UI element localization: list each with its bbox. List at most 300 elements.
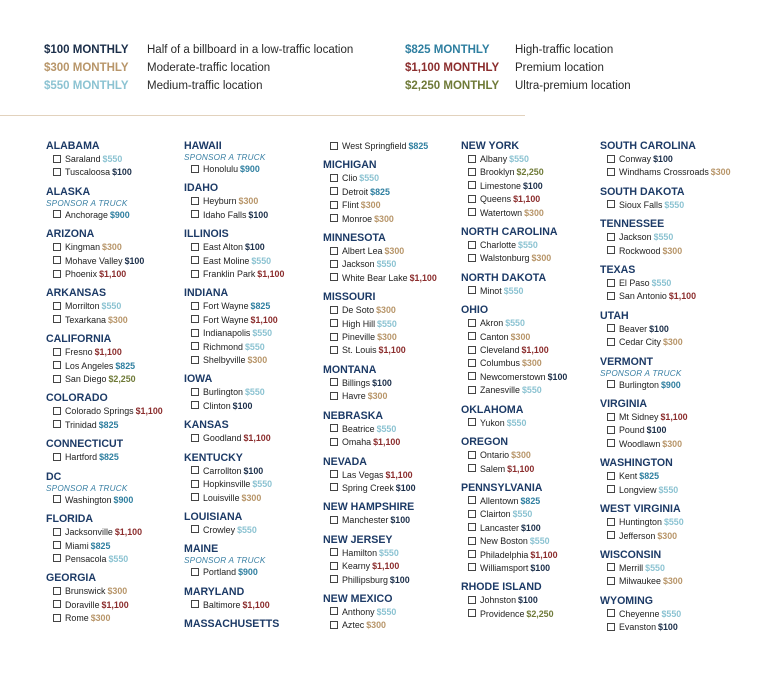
- checkbox-icon[interactable]: [53, 587, 61, 595]
- location-item[interactable]: [323, 304, 473, 317]
- state-heading-alaska: ALASKA: [46, 185, 91, 198]
- checkbox-icon[interactable]: [468, 346, 476, 354]
- checkbox-icon[interactable]: [53, 554, 61, 562]
- checkbox-icon[interactable]: [53, 600, 61, 608]
- checkbox-icon[interactable]: [191, 600, 199, 608]
- sponsor-truck-note: SPONSOR A TRUCK: [46, 483, 128, 493]
- location-item[interactable]: [461, 331, 611, 344]
- location-item[interactable]: [184, 386, 334, 399]
- checkbox-icon[interactable]: [53, 614, 61, 622]
- checkbox-icon[interactable]: [607, 233, 615, 241]
- state-heading-virginia: VIRGINIA: [600, 398, 648, 411]
- checkbox-icon[interactable]: [468, 332, 476, 340]
- location-item[interactable]: [600, 438, 750, 451]
- location-item[interactable]: [184, 354, 334, 367]
- state-heading-north-carolina: NORTH CAROLINA: [461, 226, 558, 239]
- location-price: $300: [102, 242, 122, 253]
- checkbox-icon[interactable]: [330, 424, 338, 432]
- location-item[interactable]: [184, 492, 334, 505]
- checkbox-icon[interactable]: [330, 607, 338, 615]
- location-price: $300: [366, 620, 386, 631]
- location-item[interactable]: [184, 163, 334, 176]
- location-item[interactable]: [323, 272, 473, 285]
- legend-price: $2,250 MONTHLY: [405, 80, 500, 92]
- checkbox-icon[interactable]: [330, 470, 338, 478]
- location-item[interactable]: [461, 317, 611, 330]
- checkbox-icon[interactable]: [468, 550, 476, 558]
- location-item[interactable]: [184, 465, 334, 478]
- city-name: Goodland: [203, 433, 242, 444]
- checkbox-icon[interactable]: [607, 200, 615, 208]
- checkbox-icon[interactable]: [607, 531, 615, 539]
- location-item[interactable]: [600, 245, 750, 258]
- location-item[interactable]: [323, 560, 473, 573]
- checkbox-icon[interactable]: [191, 270, 199, 278]
- location-item[interactable]: [323, 619, 473, 632]
- checkbox-icon[interactable]: [330, 548, 338, 556]
- checkbox-icon[interactable]: [468, 208, 476, 216]
- checkbox-icon[interactable]: [607, 324, 615, 332]
- city-name: Texarkana: [65, 314, 106, 325]
- location-item[interactable]: [323, 377, 473, 390]
- location-item[interactable]: [600, 621, 750, 634]
- location-item[interactable]: [461, 449, 611, 462]
- checkbox-icon[interactable]: [53, 302, 61, 310]
- checkbox-icon[interactable]: [330, 562, 338, 570]
- location-item[interactable]: [46, 419, 196, 432]
- legend-desc: Half of a billboard in a low-traffic location: [147, 44, 354, 56]
- location-item[interactable]: [323, 482, 473, 495]
- location-item[interactable]: [46, 346, 196, 359]
- state-heading-new-hampshire: NEW HAMPSHIRE: [323, 501, 415, 514]
- location-item[interactable]: [323, 423, 473, 436]
- location-item[interactable]: [46, 241, 196, 254]
- city-name: San Antonio: [619, 291, 667, 302]
- location-item[interactable]: [600, 379, 750, 392]
- checkbox-icon[interactable]: [53, 453, 61, 461]
- location-item[interactable]: [600, 323, 750, 336]
- location-item[interactable]: [323, 469, 473, 482]
- checkbox-icon[interactable]: [191, 329, 199, 337]
- location-item[interactable]: [600, 424, 750, 437]
- checkbox-icon[interactable]: [468, 464, 476, 472]
- checkbox-icon[interactable]: [468, 386, 476, 394]
- checkbox-icon[interactable]: [468, 195, 476, 203]
- location-item[interactable]: [46, 268, 196, 281]
- checkbox-icon[interactable]: [607, 485, 615, 493]
- location-item[interactable]: [184, 524, 334, 537]
- city-name: Evanston: [619, 622, 657, 633]
- checkbox-icon[interactable]: [607, 246, 615, 254]
- location-item[interactable]: [600, 231, 750, 244]
- location-item[interactable]: [461, 239, 611, 252]
- checkbox-icon[interactable]: [191, 165, 199, 173]
- location-price: $300: [384, 246, 405, 257]
- state-heading-illinois: ILLINOIS: [184, 228, 229, 241]
- city-name: Colorado Springs: [65, 406, 134, 417]
- checkbox-icon[interactable]: [607, 577, 615, 585]
- checkbox-icon[interactable]: [191, 568, 199, 576]
- location-price: $1,100: [250, 314, 278, 325]
- location-item[interactable]: [323, 258, 473, 271]
- checkbox-icon[interactable]: [468, 596, 476, 604]
- location-item[interactable]: [461, 344, 611, 357]
- location-item[interactable]: [323, 574, 473, 587]
- checkbox-icon[interactable]: [53, 541, 61, 549]
- location-item[interactable]: [184, 400, 334, 413]
- city-name: Huntington: [619, 517, 662, 528]
- city-name: Detroit: [342, 186, 369, 197]
- location-price: $550: [108, 553, 129, 564]
- city-name: Brooklyn: [480, 167, 515, 178]
- location-item[interactable]: [184, 327, 334, 340]
- checkbox-icon[interactable]: [468, 372, 476, 380]
- location-item[interactable]: [461, 522, 611, 535]
- location-item[interactable]: [461, 166, 611, 179]
- location-item[interactable]: [461, 252, 611, 265]
- checkbox-icon[interactable]: [330, 319, 338, 327]
- checkbox-icon[interactable]: [53, 375, 61, 383]
- location-item[interactable]: [46, 494, 196, 507]
- location-item[interactable]: [46, 526, 196, 539]
- checkbox-icon[interactable]: [191, 493, 199, 501]
- location-item[interactable]: [184, 195, 334, 208]
- checkbox-icon[interactable]: [607, 292, 615, 300]
- checkbox-icon[interactable]: [330, 346, 338, 354]
- city-name: Burlington: [619, 379, 659, 390]
- location-item[interactable]: [600, 199, 750, 212]
- state-heading-florida: FLORIDA: [46, 513, 94, 526]
- checkbox-icon[interactable]: [468, 241, 476, 249]
- location-item[interactable]: [600, 153, 750, 166]
- checkbox-icon[interactable]: [330, 201, 338, 209]
- checkbox-icon[interactable]: [330, 260, 338, 268]
- city-name: Conway: [619, 154, 652, 164]
- checkbox-icon[interactable]: [330, 187, 338, 195]
- checkbox-icon[interactable]: [607, 426, 615, 434]
- location-item[interactable]: [461, 193, 611, 206]
- city-name: Portland: [203, 567, 237, 578]
- location-price: $1,100: [513, 194, 541, 205]
- location-price: $100: [232, 400, 253, 411]
- location-item[interactable]: [46, 451, 196, 464]
- location-item[interactable]: [461, 549, 611, 562]
- city-name: El Paso: [619, 278, 650, 289]
- location-price: $100: [646, 425, 667, 436]
- location-item[interactable]: [461, 535, 611, 548]
- sponsor-truck-note: SPONSOR A TRUCK: [46, 198, 128, 208]
- location-item[interactable]: [600, 411, 750, 424]
- checkbox-icon[interactable]: [53, 420, 61, 428]
- location-price: $1,100: [378, 345, 406, 356]
- checkbox-icon[interactable]: [468, 168, 476, 176]
- city-name: Merrill: [619, 562, 644, 573]
- location-price: $550: [505, 318, 525, 329]
- location-item[interactable]: [323, 245, 473, 258]
- checkbox-icon[interactable]: [53, 407, 61, 415]
- location-item[interactable]: [46, 585, 196, 598]
- city-name: Anthony: [342, 606, 375, 617]
- location-item[interactable]: [46, 612, 196, 625]
- checkbox-icon[interactable]: [330, 142, 338, 150]
- checkbox-icon[interactable]: [468, 609, 476, 617]
- location-item[interactable]: [461, 562, 611, 575]
- location-item[interactable]: [46, 405, 196, 418]
- location-item[interactable]: [46, 599, 196, 612]
- checkbox-icon[interactable]: [607, 279, 615, 287]
- location-item[interactable]: [323, 606, 473, 619]
- checkbox-icon[interactable]: [53, 256, 61, 264]
- location-price: $100: [658, 622, 678, 633]
- location-item[interactable]: [46, 209, 196, 222]
- location-item[interactable]: [323, 344, 473, 357]
- location-price: $100: [518, 595, 538, 606]
- location-item[interactable]: [600, 290, 750, 303]
- location-item[interactable]: [323, 140, 473, 153]
- location-item[interactable]: [323, 172, 473, 185]
- location-price: $100: [372, 377, 392, 388]
- checkbox-icon[interactable]: [330, 247, 338, 255]
- location-item[interactable]: [184, 241, 334, 254]
- checkbox-icon[interactable]: [191, 401, 199, 409]
- state-heading-rhode-island: RHODE ISLAND: [461, 581, 542, 594]
- location-item[interactable]: [323, 318, 473, 331]
- city-name: Akron: [480, 318, 504, 329]
- location-item[interactable]: [184, 432, 334, 445]
- city-name: Phillipsburg: [342, 574, 388, 585]
- location-price: $550: [376, 259, 397, 270]
- checkbox-icon[interactable]: [330, 392, 338, 400]
- location-item[interactable]: [461, 508, 611, 521]
- checkbox-icon[interactable]: [607, 472, 615, 480]
- location-item[interactable]: [600, 336, 750, 349]
- location-item[interactable]: [323, 547, 473, 560]
- location-price: $825: [408, 141, 429, 151]
- location-item[interactable]: [461, 417, 611, 430]
- location-item[interactable]: [323, 436, 473, 449]
- city-name: Shelbyville: [203, 355, 246, 366]
- checkbox-icon[interactable]: [607, 563, 615, 571]
- location-item[interactable]: [461, 608, 611, 621]
- location-item[interactable]: [184, 300, 334, 313]
- checkbox-icon[interactable]: [330, 273, 338, 281]
- location-item[interactable]: [323, 213, 473, 226]
- location-item[interactable]: [461, 463, 611, 476]
- location-price: $300: [662, 245, 683, 256]
- checkbox-icon[interactable]: [191, 466, 199, 474]
- checkbox-icon[interactable]: [468, 319, 476, 327]
- location-item[interactable]: [184, 209, 334, 222]
- location-price: $300: [524, 207, 544, 218]
- location-item[interactable]: [461, 371, 611, 384]
- city-name: Clio: [342, 173, 358, 184]
- state-heading-north-dakota: NORTH DAKOTA: [461, 271, 547, 284]
- state-heading-maryland: MARYLAND: [184, 585, 245, 598]
- location-price: $1,100: [94, 347, 122, 358]
- location-item[interactable]: [184, 255, 334, 268]
- city-name: Kearny: [342, 561, 371, 572]
- location-item[interactable]: [46, 373, 196, 386]
- checkbox-icon[interactable]: [607, 338, 615, 346]
- checkbox-icon[interactable]: [607, 168, 615, 176]
- location-item[interactable]: [461, 495, 611, 508]
- location-item[interactable]: [184, 599, 334, 612]
- checkbox-icon[interactable]: [53, 155, 61, 163]
- location-item[interactable]: [46, 153, 196, 166]
- location-item[interactable]: [323, 514, 473, 527]
- checkbox-icon[interactable]: [468, 286, 476, 294]
- location-price: $1,100: [243, 433, 271, 444]
- city-name: White Bear Lake: [342, 272, 408, 283]
- checkbox-icon[interactable]: [468, 496, 476, 504]
- location-item[interactable]: [461, 384, 611, 397]
- location-price: $300: [511, 450, 531, 461]
- location-item[interactable]: [461, 357, 611, 370]
- location-item[interactable]: [184, 341, 334, 354]
- location-item[interactable]: [461, 207, 611, 220]
- location-item[interactable]: [46, 300, 196, 313]
- location-item[interactable]: [600, 470, 750, 483]
- checkbox-icon[interactable]: [468, 510, 476, 518]
- location-price: $100: [530, 562, 551, 573]
- state-heading-arizona: ARIZONA: [46, 228, 95, 241]
- location-item[interactable]: [46, 314, 196, 327]
- location-item[interactable]: [323, 331, 473, 344]
- checkbox-icon[interactable]: [53, 168, 61, 176]
- location-item[interactable]: [600, 608, 750, 621]
- checkbox-icon[interactable]: [191, 210, 199, 218]
- checkbox-icon[interactable]: [191, 197, 199, 205]
- location-item[interactable]: [184, 268, 334, 281]
- location-item[interactable]: [184, 314, 334, 327]
- location-item[interactable]: [461, 153, 611, 166]
- checkbox-icon[interactable]: [468, 537, 476, 545]
- location-price: $100: [243, 465, 264, 476]
- checkbox-icon[interactable]: [468, 523, 476, 531]
- checkbox-icon[interactable]: [191, 525, 199, 533]
- checkbox-icon[interactable]: [53, 495, 61, 503]
- checkbox-icon[interactable]: [53, 270, 61, 278]
- checkbox-icon[interactable]: [330, 438, 338, 446]
- checkbox-icon[interactable]: [191, 356, 199, 364]
- checkbox-icon[interactable]: [191, 480, 199, 488]
- checkbox-icon[interactable]: [468, 451, 476, 459]
- location-item[interactable]: [600, 484, 750, 497]
- checkbox-icon[interactable]: [330, 174, 338, 182]
- state-column-4: [461, 140, 611, 621]
- checkbox-icon[interactable]: [330, 306, 338, 314]
- state-heading-washington: WASHINGTON: [600, 457, 673, 470]
- checkbox-icon[interactable]: [330, 516, 338, 524]
- location-item[interactable]: [461, 285, 611, 298]
- location-item[interactable]: [46, 540, 196, 553]
- checkbox-icon[interactable]: [191, 342, 199, 350]
- location-item[interactable]: [46, 553, 196, 566]
- location-item[interactable]: [600, 166, 750, 179]
- state-heading-arkansas: ARKANSAS: [46, 287, 107, 300]
- checkbox-icon[interactable]: [607, 380, 615, 388]
- location-price: $2,250: [516, 167, 544, 178]
- location-item[interactable]: [461, 180, 611, 193]
- checkbox-icon[interactable]: [607, 623, 615, 631]
- location-item[interactable]: [600, 530, 750, 543]
- checkbox-icon[interactable]: [468, 181, 476, 189]
- location-price: $100: [653, 154, 673, 164]
- checkbox-icon[interactable]: [330, 378, 338, 386]
- checkbox-icon[interactable]: [468, 359, 476, 367]
- location-item[interactable]: [600, 575, 750, 588]
- location-price: $550: [653, 232, 674, 243]
- checkbox-icon[interactable]: [191, 388, 199, 396]
- location-price: $300: [247, 355, 268, 366]
- checkbox-icon[interactable]: [607, 518, 615, 526]
- state-heading-maine: MAINE: [184, 543, 219, 556]
- location-item[interactable]: [600, 277, 750, 290]
- checkbox-icon[interactable]: [53, 243, 61, 251]
- location-item[interactable]: [323, 186, 473, 199]
- city-name: Beaver: [619, 323, 648, 334]
- city-name: Havre: [342, 391, 366, 402]
- location-item[interactable]: [600, 562, 750, 575]
- checkbox-icon[interactable]: [468, 418, 476, 426]
- checkbox-icon[interactable]: [468, 563, 476, 571]
- checkbox-icon[interactable]: [191, 256, 199, 264]
- checkbox-icon[interactable]: [53, 315, 61, 323]
- checkbox-icon[interactable]: [607, 413, 615, 421]
- location-price: $900: [660, 379, 681, 390]
- checkbox-icon[interactable]: [191, 315, 199, 323]
- checkbox-icon[interactable]: [330, 483, 338, 491]
- state-heading-oklahoma: OKLAHOMA: [461, 403, 524, 416]
- state-column-3: [323, 140, 473, 633]
- location-price: $825: [99, 452, 119, 463]
- location-item[interactable]: [46, 166, 196, 179]
- checkbox-icon[interactable]: [53, 528, 61, 536]
- checkbox-icon[interactable]: [330, 575, 338, 583]
- location-item[interactable]: [600, 516, 750, 529]
- location-item[interactable]: [184, 566, 334, 579]
- location-price: $300: [360, 200, 381, 211]
- checkbox-icon[interactable]: [607, 439, 615, 447]
- checkbox-icon[interactable]: [468, 254, 476, 262]
- location-item[interactable]: [46, 255, 196, 268]
- checkbox-icon[interactable]: [191, 302, 199, 310]
- state-heading-idaho: IDAHO: [184, 182, 219, 195]
- checkbox-icon[interactable]: [330, 214, 338, 222]
- checkbox-icon[interactable]: [607, 609, 615, 617]
- state-heading-vermont: VERMONT: [600, 355, 653, 368]
- city-name: Miami: [65, 540, 89, 551]
- checkbox-icon[interactable]: [330, 333, 338, 341]
- checkbox-icon[interactable]: [191, 434, 199, 442]
- city-name: Salem: [480, 463, 506, 474]
- state-heading-montana: MONTANA: [323, 363, 377, 376]
- location-item[interactable]: [461, 594, 611, 607]
- location-price: $300: [367, 391, 388, 402]
- checkbox-icon[interactable]: [53, 210, 61, 218]
- checkbox-icon[interactable]: [607, 155, 615, 163]
- checkbox-icon[interactable]: [330, 621, 338, 629]
- location-item[interactable]: [184, 478, 334, 491]
- checkbox-icon[interactable]: [468, 155, 476, 163]
- checkbox-icon[interactable]: [53, 348, 61, 356]
- checkbox-icon[interactable]: [53, 361, 61, 369]
- location-price: $300: [521, 358, 542, 369]
- location-item[interactable]: [323, 199, 473, 212]
- location-item[interactable]: [323, 390, 473, 403]
- checkbox-icon[interactable]: [191, 243, 199, 251]
- location-item[interactable]: [46, 360, 196, 373]
